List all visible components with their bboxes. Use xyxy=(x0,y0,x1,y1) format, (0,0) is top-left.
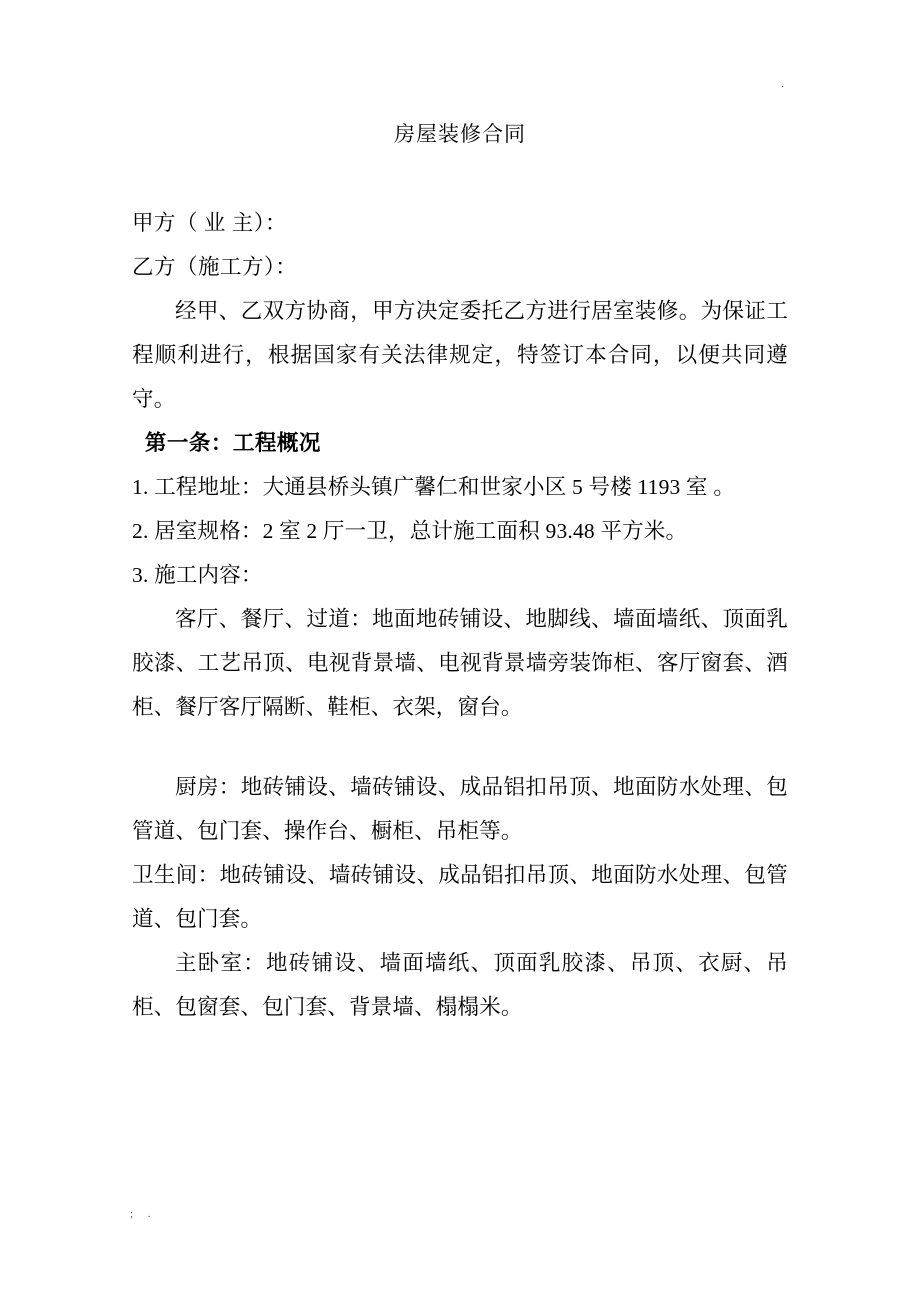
preamble-paragraph: 经甲、乙双方协商，甲方决定委托乙方进行居室装修。为保证工程顺利进行，根据国家有关法律规定，特签订本合同，以便共同遵守。 xyxy=(132,299,788,412)
scope-living-room: 客厅、餐厅、过道：地面地砖铺设、地脚线、墙面墙纸、顶面乳胶漆、工艺吊顶、电视背景墙、电视背景墙旁装饰柜、客厅窗套、酒柜、餐厅客厅隔断、鞋柜、衣架，窗台。 xyxy=(132,607,788,720)
document-body xyxy=(132,147,788,1029)
top-right-mark: . xyxy=(781,78,784,90)
item-scope-label: 3. 施工内容： xyxy=(132,563,263,588)
section-one-heading: 第一条：工程概况 xyxy=(144,431,321,456)
bottom-left-mark: ; . xyxy=(130,1208,157,1220)
item-room-spec: 2. 居室规格：2 室 2 厅一卫，总计施工面积 93.48 平方米。 xyxy=(132,519,688,544)
item-project-address: 1. 工程地址：大通县桥头镇广馨仁和世家小区 5 号楼 1193 室 。 xyxy=(132,475,736,500)
scope-master-bedroom: 主卧室：地砖铺设、墙面墙纸、顶面乳胶漆、吊顶、衣厨、吊柜、包窗套、包门套、背景墙、榻榻米。 xyxy=(132,951,788,1020)
paragraph-spacer xyxy=(132,729,788,765)
scope-kitchen: 厨房：地砖铺设、墙砖铺设、成品铝扣吊顶、地面防水处理、包管道、包门套、操作台、橱柜、吊柜等。 xyxy=(132,775,788,844)
party-a-line: 甲方（ 业 主）： xyxy=(132,211,288,236)
page-title: 房屋装修合同 xyxy=(394,122,526,146)
scope-bathroom: 卫生间：地砖铺设、墙砖铺设、成品铝扣吊顶、地面防水处理、包管道、包门套。 xyxy=(132,863,788,932)
party-b-line: 乙方（施工方）： xyxy=(132,255,298,280)
